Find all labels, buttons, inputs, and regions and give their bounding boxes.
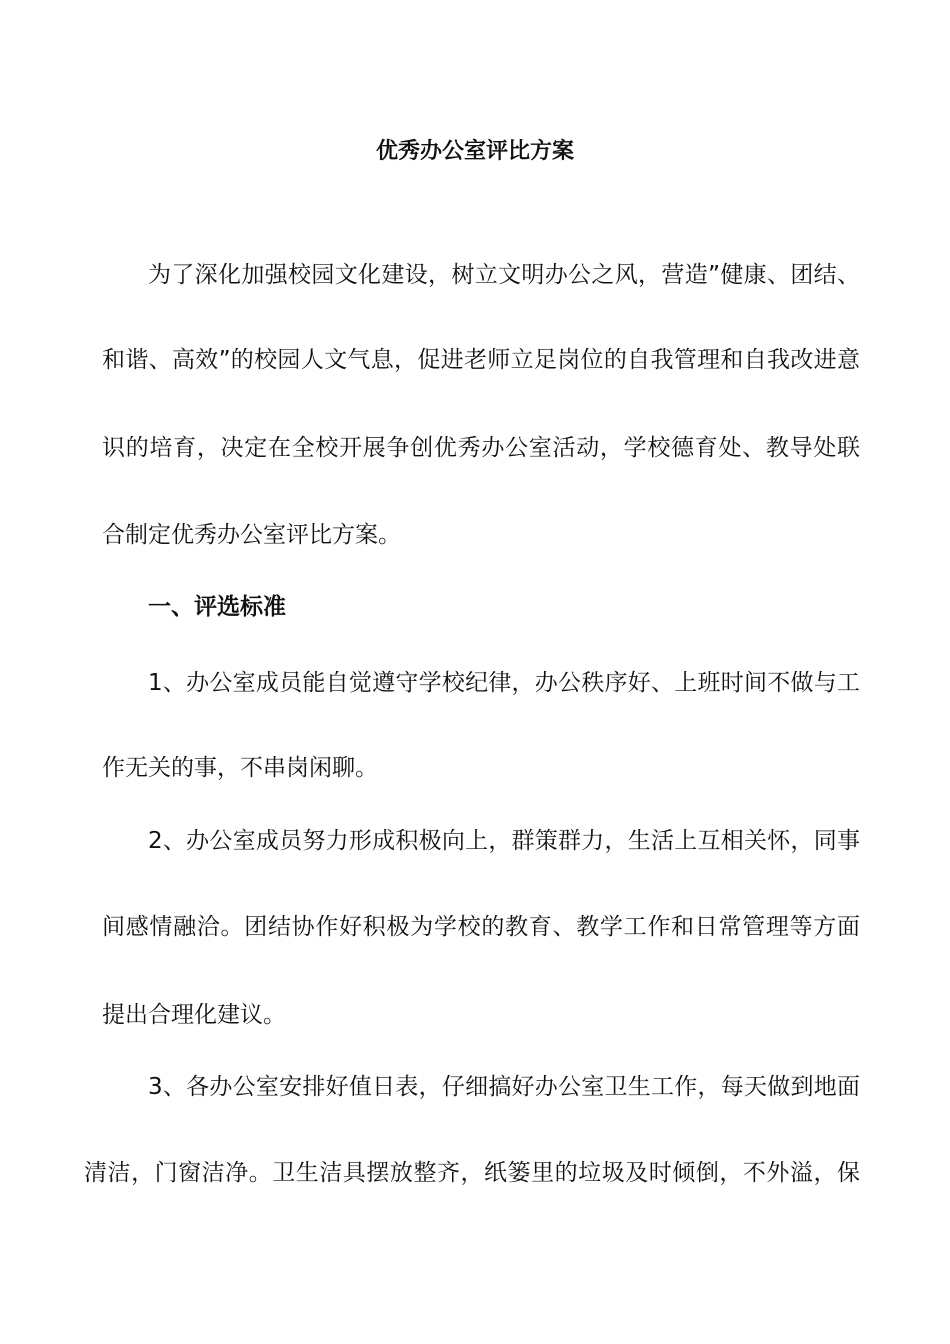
section-heading: 一、评选标准 [148,594,286,620]
item3-line: 清洁，门窗洁净。卫生洁具摆放整齐，纸篓里的垃圾及时倾倒，不外溢，保 [84,1160,860,1186]
item1-line: 作无关的事，不串岗闲聊。 [102,755,378,781]
intro-line: 识的培育，决定在全校开展争创优秀办公室活动，学校德育处、教导处联 [102,435,860,461]
intro-line: 合制定优秀办公室评比方案。 [102,522,401,548]
document-title: 优秀办公室评比方案 [375,139,574,164]
intro-line: 和谐、高效”的校园人文气息，促进老师立足岗位的自我管理和自我改进意 [102,347,860,373]
item2-line: 2、办公室成员努力形成积极向上，群策群力，生活上互相关怀，同事 [148,828,860,854]
item3-line: 3、各办公室安排好值日表，仔细搞好办公室卫生工作，每天做到地面 [148,1074,860,1100]
item2-line: 间感情融洽。团结协作好积极为学校的教育、教学工作和日常管理等方面 [102,914,860,940]
intro-line: 为了深化加强校园文化建设，树立文明办公之风，营造”健康、团结、 [148,262,860,288]
item1-line: 1、办公室成员能自觉遵守学校纪律，办公秩序好、上班时间不做与工 [148,670,860,696]
item2-line: 提出合理化建议。 [102,1002,286,1028]
